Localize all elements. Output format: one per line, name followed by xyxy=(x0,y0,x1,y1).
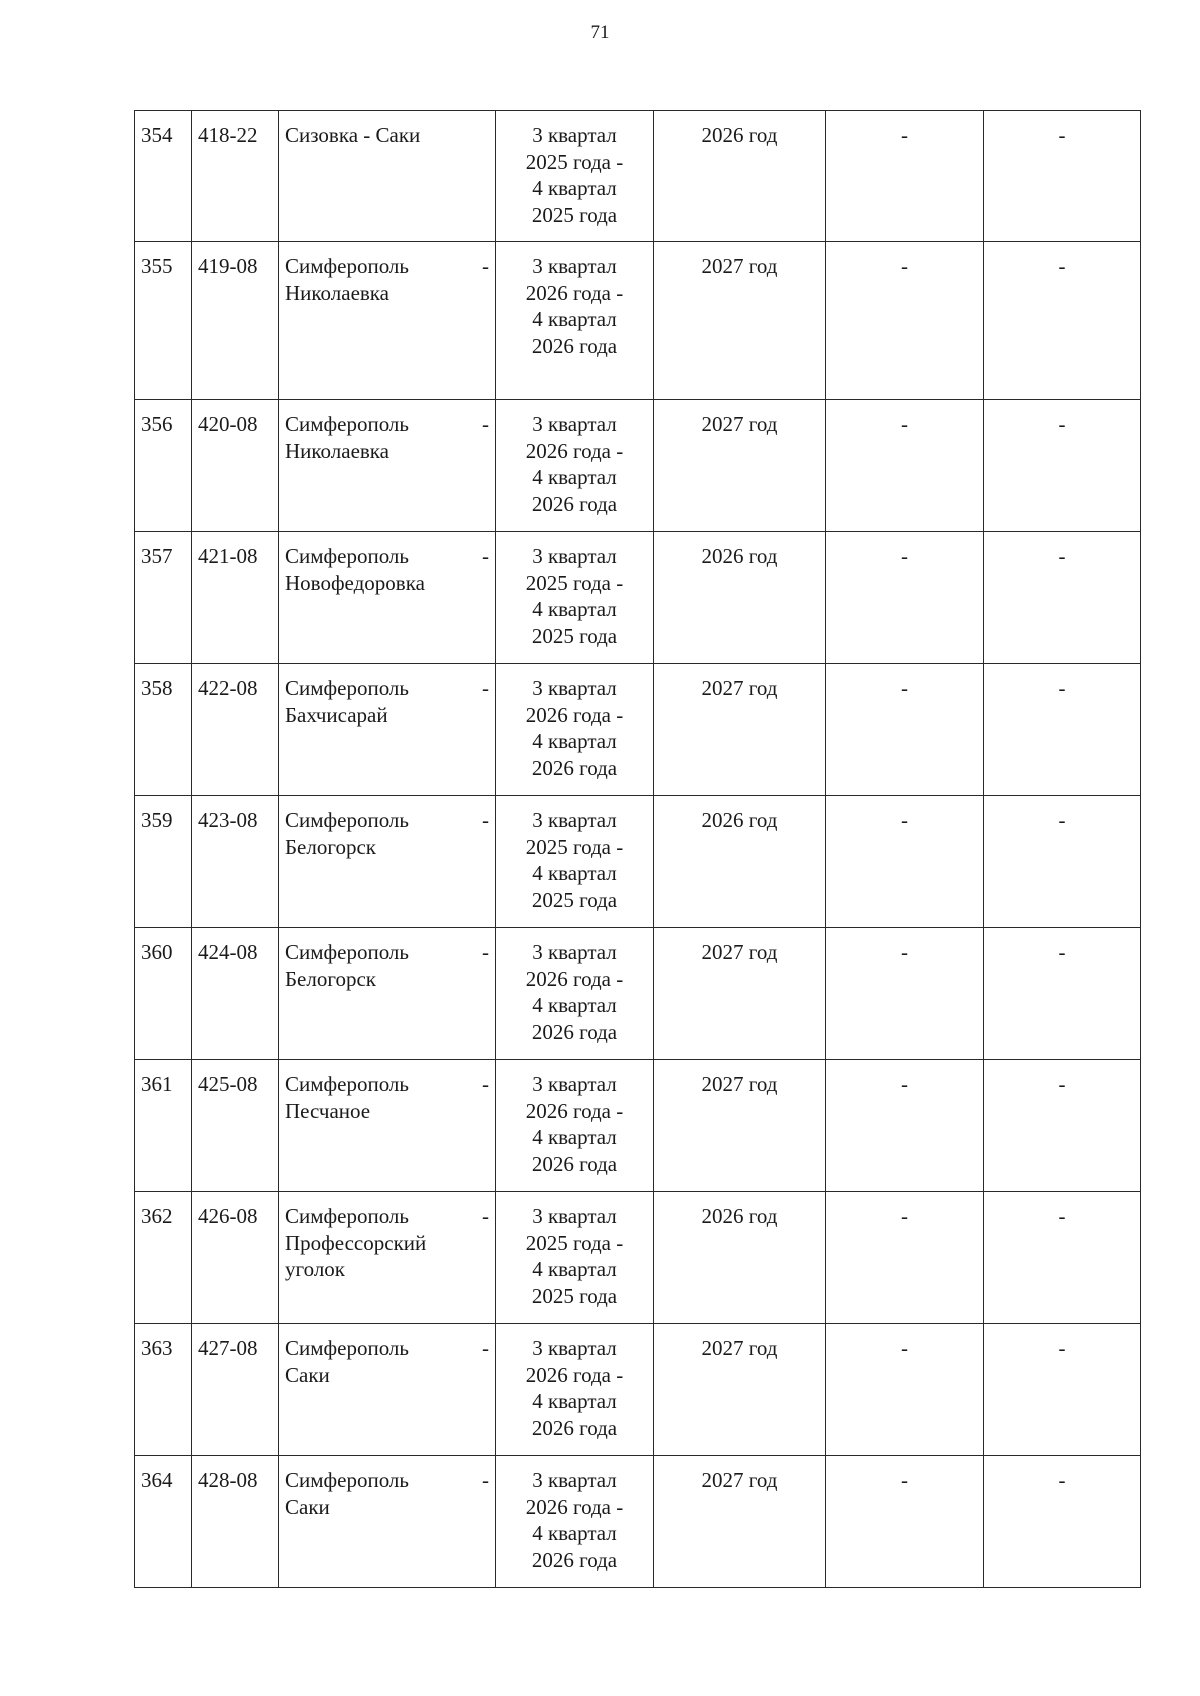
column-a-value: - xyxy=(901,254,908,278)
route-name-dash: - xyxy=(482,1336,489,1360)
period-line: 4 квартал xyxy=(532,307,617,331)
year-cell xyxy=(654,532,826,664)
table-row xyxy=(135,400,1141,532)
period-line: 4 квартал xyxy=(532,176,617,200)
column-b-cell xyxy=(984,532,1141,664)
year-cell xyxy=(654,1456,826,1588)
column-a-cell xyxy=(826,532,984,664)
route-name-start: Симферополь xyxy=(285,1468,409,1492)
period-line: 3 квартал xyxy=(532,808,617,832)
route-name-cell xyxy=(279,928,496,1060)
column-a-value: - xyxy=(901,808,908,832)
column-a-cell xyxy=(826,400,984,532)
period-line: 3 квартал xyxy=(532,1204,617,1228)
period-line: 2025 года - xyxy=(525,1230,624,1255)
column-b-cell xyxy=(984,1060,1141,1192)
route-name-dash: - xyxy=(482,676,489,700)
period-line: 2026 года - xyxy=(525,1362,624,1387)
route-name-cell xyxy=(279,664,496,796)
table-row xyxy=(135,1060,1141,1192)
period-line: 4 квартал xyxy=(532,597,617,621)
route-name-line: Белогорск xyxy=(285,834,376,859)
year-value: 2027 год xyxy=(701,1336,778,1360)
row-number-cell xyxy=(135,1324,192,1456)
row-number-cell xyxy=(135,1192,192,1324)
row-number-cell xyxy=(135,242,192,400)
year-value: 2027 год xyxy=(701,940,778,964)
column-b-cell xyxy=(984,1456,1141,1588)
year-cell xyxy=(654,1060,826,1192)
row-number: 364 xyxy=(141,1468,173,1492)
route-name-start: Симферополь xyxy=(285,940,409,964)
row-number-cell xyxy=(135,400,192,532)
row-number-cell xyxy=(135,664,192,796)
column-a-cell xyxy=(826,796,984,928)
row-number-cell xyxy=(135,928,192,1060)
period-line: 2026 года xyxy=(531,1151,618,1176)
period-line: 3 квартал xyxy=(532,1468,617,1492)
year-value: 2026 год xyxy=(701,123,778,147)
column-b-value: - xyxy=(1058,808,1066,832)
route-name-line: Белогорск xyxy=(285,966,376,991)
column-a-cell xyxy=(826,1456,984,1588)
period-line: 3 квартал xyxy=(532,676,617,700)
route-name-dash: - xyxy=(482,412,489,436)
route-name-start: Симферополь xyxy=(285,412,409,436)
year-value: 2026 год xyxy=(701,1204,778,1228)
row-number: 363 xyxy=(141,1336,173,1360)
row-number: 362 xyxy=(141,1204,173,1228)
period-line: 4 квартал xyxy=(532,861,617,885)
route-name-first-line xyxy=(285,1071,489,1098)
period-line: 3 квартал xyxy=(532,412,617,436)
period-line: 2026 года xyxy=(531,1415,618,1440)
year-cell xyxy=(654,928,826,1060)
schedule-table-body xyxy=(135,111,1141,1588)
route-name-line: уголок xyxy=(285,1257,345,1281)
column-a-value: - xyxy=(901,412,908,436)
page-number: 71 xyxy=(590,22,610,43)
route-name-line: Песчаное xyxy=(285,1098,371,1123)
table-row xyxy=(135,532,1141,664)
column-b-value: - xyxy=(1058,123,1066,147)
column-a-value: - xyxy=(901,1468,908,1492)
route-name-first-line xyxy=(285,1467,489,1494)
route-code: 425-08 xyxy=(198,1072,258,1096)
period-line: 3 квартал xyxy=(532,1336,617,1360)
column-b-cell xyxy=(984,664,1141,796)
route-code: 419-08 xyxy=(198,254,258,278)
year-cell xyxy=(654,796,826,928)
column-b-value: - xyxy=(1058,544,1066,568)
route-code: 423-08 xyxy=(198,808,258,832)
period-line: 2026 года xyxy=(531,755,618,780)
period-line: 2025 года - xyxy=(525,149,624,174)
route-name-start: Симферополь xyxy=(285,1336,409,1360)
year-value: 2026 год xyxy=(701,808,778,832)
year-cell xyxy=(654,664,826,796)
route-name-start: Симферополь xyxy=(285,1204,409,1228)
route-name-cell xyxy=(279,111,496,242)
route-code: 420-08 xyxy=(198,412,258,436)
route-code: 428-08 xyxy=(198,1468,258,1492)
route-name-start: Симферополь xyxy=(285,808,409,832)
period-line: 3 квартал xyxy=(532,544,617,568)
route-name-first-line xyxy=(285,543,489,570)
route-name-first-line xyxy=(285,675,489,702)
route-name-dash: - xyxy=(482,1204,489,1228)
column-a-cell xyxy=(826,1060,984,1192)
period-line: 2025 года xyxy=(531,1283,618,1308)
route-code-cell xyxy=(192,1192,279,1324)
route-name-start: Симферополь xyxy=(285,254,409,278)
route-name-cell xyxy=(279,796,496,928)
column-a-value: - xyxy=(901,123,908,147)
year-value: 2027 год xyxy=(701,254,778,278)
route-name-first-line xyxy=(285,122,489,149)
column-a-value: - xyxy=(901,1072,908,1096)
route-name-first-line xyxy=(285,411,489,438)
period-line: 2026 года - xyxy=(525,280,624,305)
period-cell xyxy=(496,796,654,928)
route-code: 426-08 xyxy=(198,1204,258,1228)
period-line: 2026 года - xyxy=(525,438,624,463)
route-code-cell xyxy=(192,664,279,796)
period-line: 4 квартал xyxy=(532,1389,617,1413)
route-name-first-line xyxy=(285,1203,489,1230)
table-row xyxy=(135,1456,1141,1588)
route-code-cell xyxy=(192,796,279,928)
row-number-cell xyxy=(135,1060,192,1192)
route-name-dash: - xyxy=(482,544,489,568)
route-name-dash: - xyxy=(482,808,489,832)
period-line: 4 квартал xyxy=(532,465,617,489)
period-cell xyxy=(496,1456,654,1588)
year-value: 2027 год xyxy=(701,412,778,436)
column-b-value: - xyxy=(1058,1468,1066,1492)
period-line: 2025 года - xyxy=(525,834,624,859)
period-line: 4 квартал xyxy=(532,1125,617,1149)
route-name-first-line xyxy=(285,807,489,834)
table-row xyxy=(135,111,1141,242)
period-cell xyxy=(496,664,654,796)
row-number-cell xyxy=(135,796,192,928)
table-row xyxy=(135,796,1141,928)
column-b-value: - xyxy=(1058,1072,1066,1096)
route-name-first-line xyxy=(285,253,489,280)
period-line: 2025 года - xyxy=(525,570,624,595)
column-b-value: - xyxy=(1058,254,1066,278)
route-name-line: Новофедоровка xyxy=(285,570,425,595)
period-line: 2026 года - xyxy=(525,1494,624,1519)
period-line: 4 квартал xyxy=(532,993,617,1017)
route-name-line: Бахчисарай xyxy=(285,702,388,727)
route-name-start: Симферополь xyxy=(285,676,409,700)
row-number: 359 xyxy=(141,808,173,832)
row-number: 357 xyxy=(141,544,173,568)
period-line: 2026 года xyxy=(531,491,618,516)
period-line: 2026 года - xyxy=(525,702,624,727)
period-line: 2026 года - xyxy=(525,1098,624,1123)
route-name-line: Профессорский xyxy=(285,1230,427,1255)
period-cell xyxy=(496,1192,654,1324)
period-line: 4 квартал xyxy=(532,1257,617,1281)
route-name-first-line xyxy=(285,1335,489,1362)
period-line: 2026 года xyxy=(531,1547,618,1572)
route-name-line: Саки xyxy=(285,1362,330,1387)
column-b-cell xyxy=(984,111,1141,242)
column-a-cell xyxy=(826,1192,984,1324)
column-b-cell xyxy=(984,796,1141,928)
row-number-cell xyxy=(135,532,192,664)
year-value: 2027 год xyxy=(701,676,778,700)
route-name-line: Николаевка xyxy=(285,280,390,305)
row-number: 361 xyxy=(141,1072,173,1096)
year-cell xyxy=(654,1324,826,1456)
table-row xyxy=(135,1324,1141,1456)
column-a-cell xyxy=(826,664,984,796)
route-name-cell xyxy=(279,400,496,532)
period-cell xyxy=(496,1324,654,1456)
period-cell xyxy=(496,1060,654,1192)
column-a-value: - xyxy=(901,1336,908,1360)
route-code-cell xyxy=(192,242,279,400)
period-line: 3 квартал xyxy=(532,254,617,278)
route-code: 424-08 xyxy=(198,940,258,964)
route-name-dash: - xyxy=(482,1072,489,1096)
route-code: 421-08 xyxy=(198,544,258,568)
route-name-cell xyxy=(279,1060,496,1192)
period-line: 4 квартал xyxy=(532,1521,617,1545)
column-a-value: - xyxy=(901,1204,908,1228)
column-b-value: - xyxy=(1058,676,1066,700)
route-code: 418-22 xyxy=(198,123,258,147)
year-cell xyxy=(654,400,826,532)
route-name-start: Сизовка - Саки xyxy=(285,123,421,147)
column-b-value: - xyxy=(1058,1336,1066,1360)
column-b-value: - xyxy=(1058,412,1066,436)
route-name-dash: - xyxy=(482,254,489,278)
row-number: 360 xyxy=(141,940,173,964)
column-a-value: - xyxy=(901,940,908,964)
route-name-dash: - xyxy=(482,940,489,964)
period-line: 2026 года - xyxy=(525,966,624,991)
period-cell xyxy=(496,242,654,400)
period-line: 3 квартал xyxy=(532,123,617,147)
period-line: 2026 года xyxy=(531,1019,618,1044)
period-cell xyxy=(496,111,654,242)
year-cell xyxy=(654,111,826,242)
route-name-cell xyxy=(279,1192,496,1324)
route-name-first-line xyxy=(285,939,489,966)
route-code-cell xyxy=(192,928,279,1060)
route-name-cell xyxy=(279,1324,496,1456)
period-line: 2025 года xyxy=(531,202,618,227)
row-number: 355 xyxy=(141,254,173,278)
row-number-cell xyxy=(135,1456,192,1588)
route-code-cell xyxy=(192,1456,279,1588)
route-name-start: Симферополь xyxy=(285,1072,409,1096)
column-a-cell xyxy=(826,1324,984,1456)
year-value: 2026 год xyxy=(701,544,778,568)
year-value: 2027 год xyxy=(701,1072,778,1096)
column-b-cell xyxy=(984,242,1141,400)
route-code-cell xyxy=(192,1060,279,1192)
period-cell xyxy=(496,532,654,664)
route-name-dash: - xyxy=(482,1468,489,1492)
period-line: 2025 года xyxy=(531,623,618,648)
year-value: 2027 год xyxy=(701,1468,778,1492)
column-b-value: - xyxy=(1058,1204,1066,1228)
row-number: 356 xyxy=(141,412,173,436)
year-cell xyxy=(654,242,826,400)
table-row xyxy=(135,1192,1141,1324)
column-b-cell xyxy=(984,928,1141,1060)
column-a-value: - xyxy=(901,676,908,700)
route-name-cell xyxy=(279,532,496,664)
column-a-value: - xyxy=(901,544,908,568)
column-b-cell xyxy=(984,1324,1141,1456)
route-code: 427-08 xyxy=(198,1336,258,1360)
schedule-table xyxy=(134,110,1141,1588)
table-row xyxy=(135,242,1141,400)
route-code: 422-08 xyxy=(198,676,258,700)
period-line: 2025 года xyxy=(531,887,618,912)
column-b-cell xyxy=(984,400,1141,532)
column-b-value: - xyxy=(1058,940,1066,964)
period-cell xyxy=(496,928,654,1060)
route-name-cell xyxy=(279,242,496,400)
table-row xyxy=(135,664,1141,796)
period-line: 4 квартал xyxy=(532,729,617,753)
period-line: 3 квартал xyxy=(532,1072,617,1096)
route-name-line: Саки xyxy=(285,1494,330,1519)
route-name-start: Симферополь xyxy=(285,544,409,568)
route-code-cell xyxy=(192,111,279,242)
route-code-cell xyxy=(192,532,279,664)
row-number: 358 xyxy=(141,676,173,700)
route-name-cell xyxy=(279,1456,496,1588)
period-line: 3 квартал xyxy=(532,940,617,964)
period-cell xyxy=(496,400,654,532)
table-row xyxy=(135,928,1141,1060)
route-name-line: Николаевка xyxy=(285,438,390,463)
period-line: 2026 года xyxy=(531,333,618,358)
column-a-cell xyxy=(826,111,984,242)
column-a-cell xyxy=(826,242,984,400)
year-cell xyxy=(654,1192,826,1324)
column-a-cell xyxy=(826,928,984,1060)
row-number: 354 xyxy=(141,123,173,147)
route-code-cell xyxy=(192,1324,279,1456)
row-number-cell xyxy=(135,111,192,242)
route-code-cell xyxy=(192,400,279,532)
column-b-cell xyxy=(984,1192,1141,1324)
